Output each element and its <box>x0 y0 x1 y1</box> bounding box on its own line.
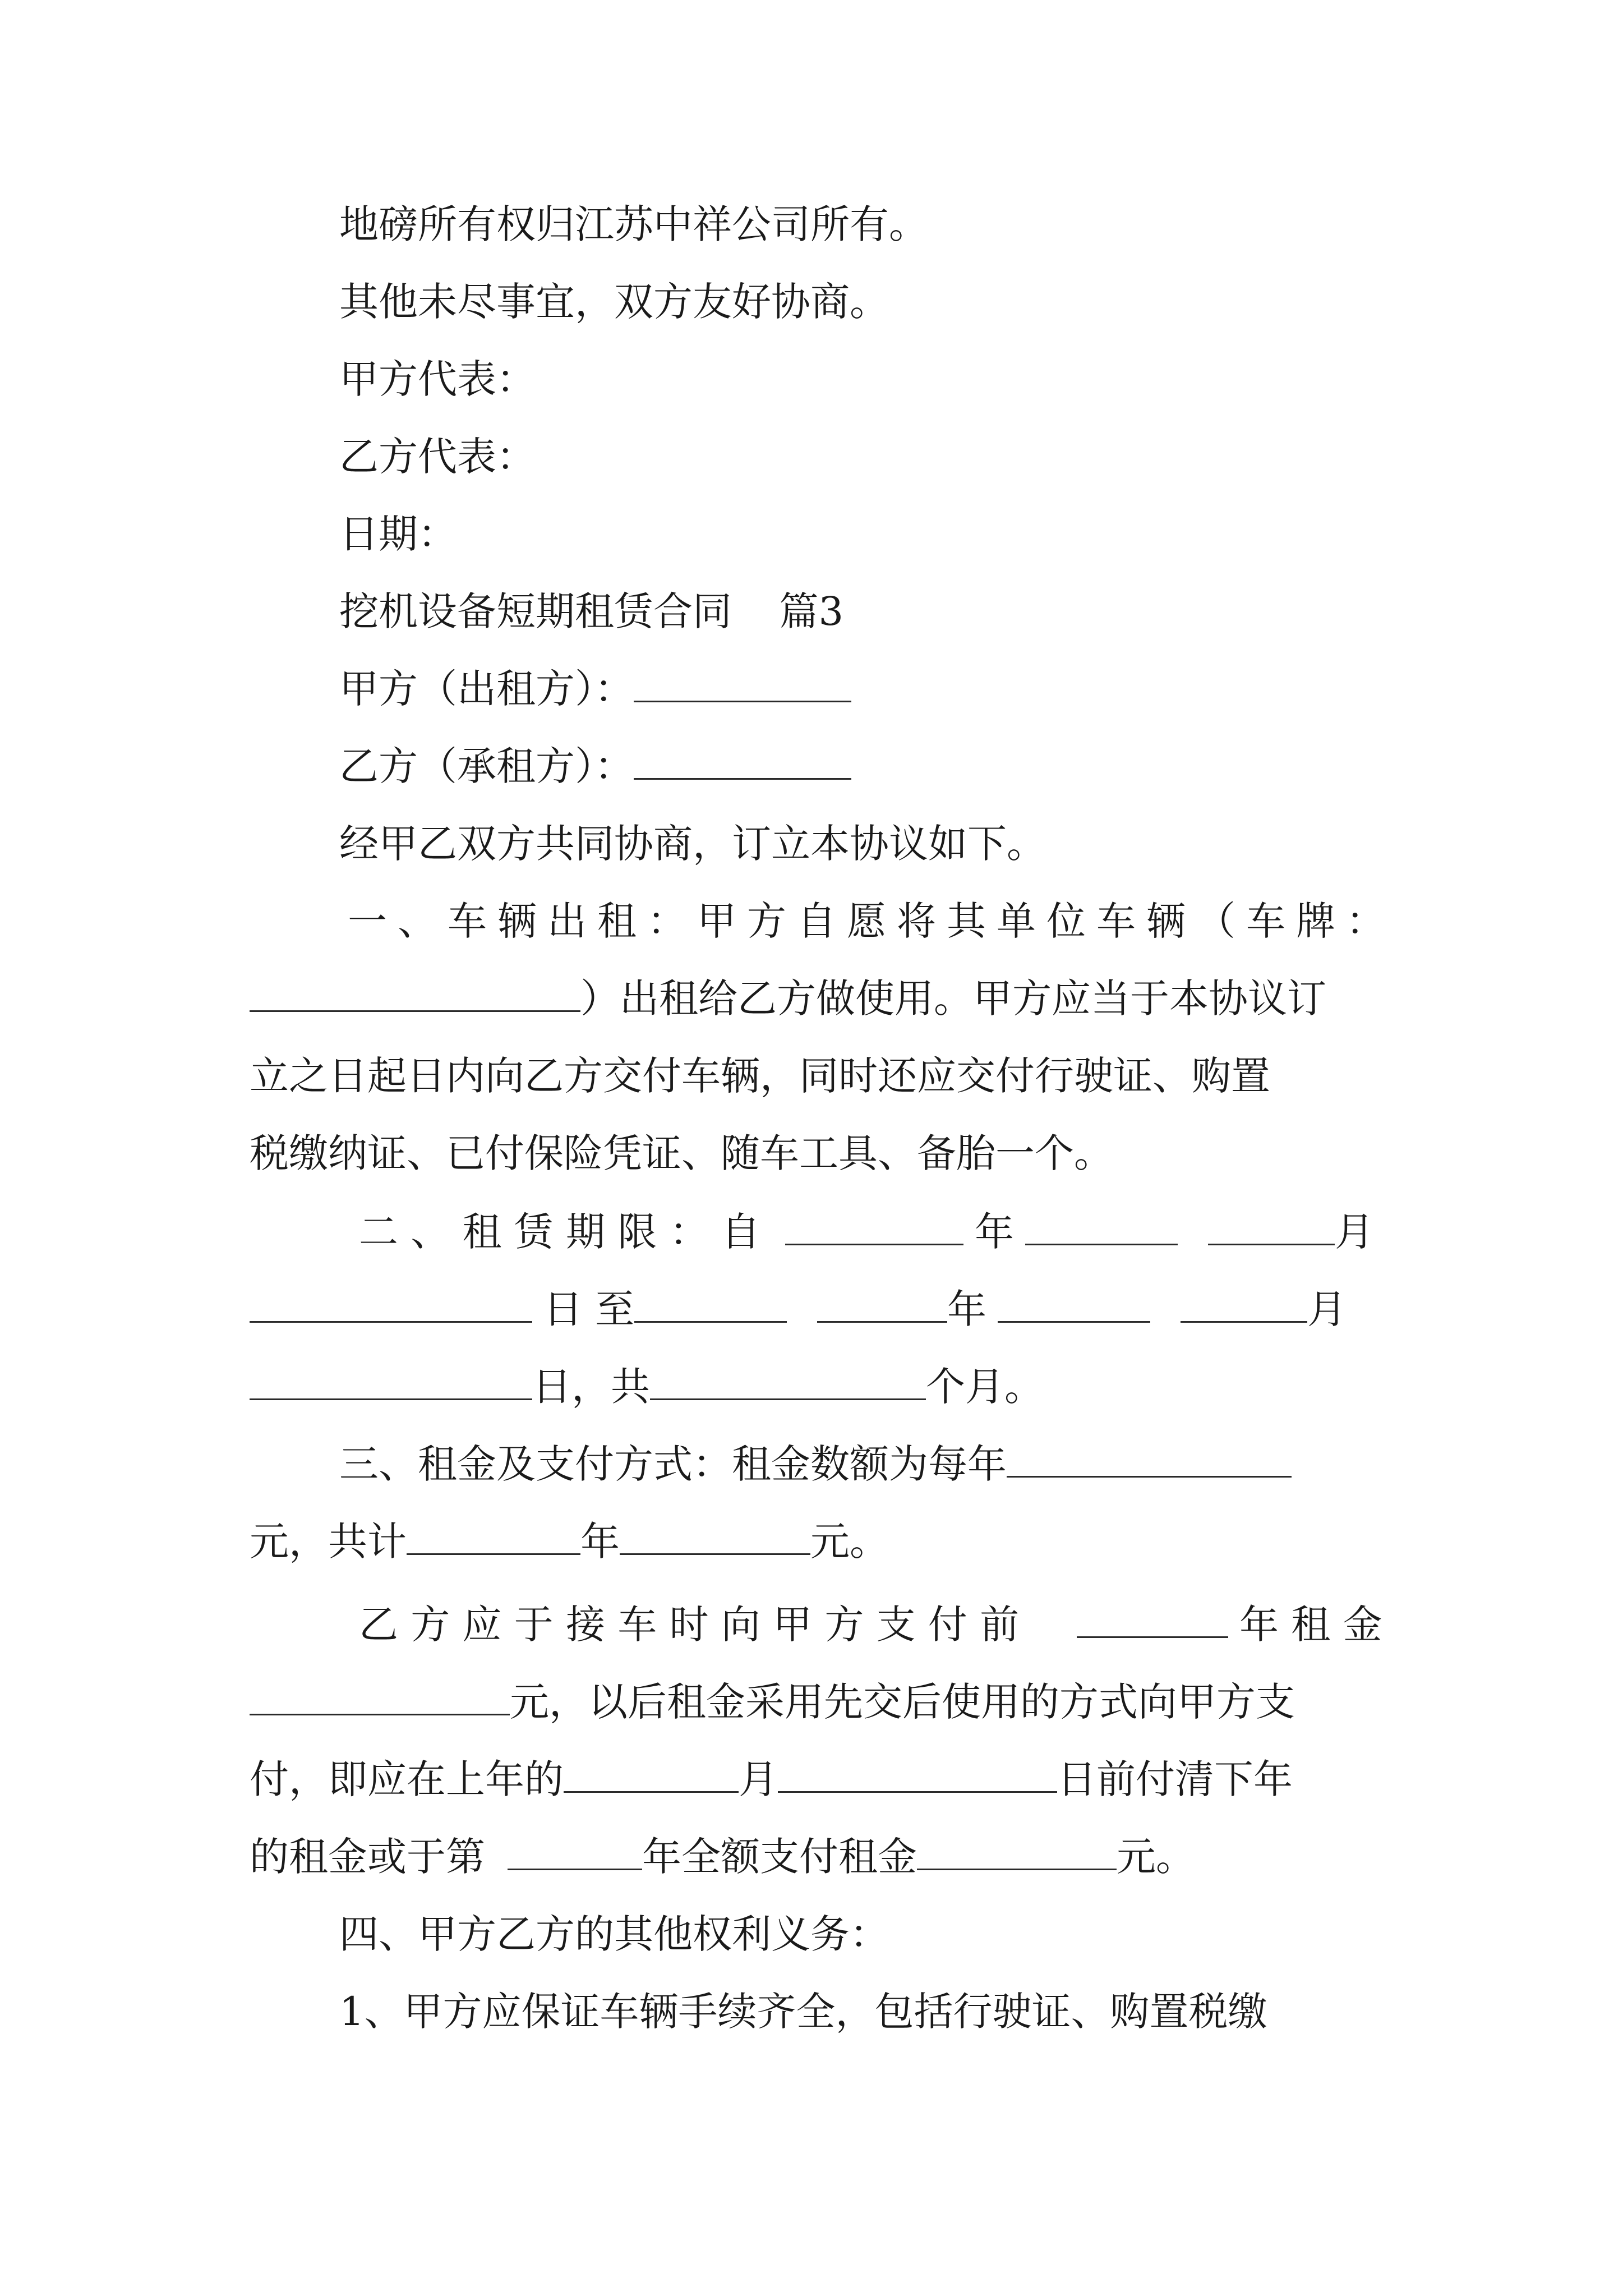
clause1-line4: 税缴纳证、已付保险凭证、随车工具、备胎一个。 <box>250 1130 1113 1176</box>
clause1-char: 单 <box>997 898 1036 944</box>
clause3-due-day-label: 日前付清下年 <box>1057 1756 1293 1802</box>
clause2-line2 <box>250 1282 1347 1336</box>
clause2-end-year-label: 年 <box>947 1286 986 1332</box>
end-year-blank-a <box>634 1289 787 1323</box>
party-b-label: 乙方（承租方）： <box>339 743 634 789</box>
clause2-month-label: 月 <box>1335 1209 1374 1255</box>
clause3-para2-line1 <box>359 1598 1385 1651</box>
end-month-blank-a <box>998 1289 1150 1323</box>
clause3-char: 接 <box>566 1602 606 1648</box>
clause1-line2-text: ）出租给乙方做使用。甲方应当于本协议订 <box>580 976 1326 1022</box>
clause1-char: 车 <box>1096 898 1136 944</box>
end-year-blank-b <box>817 1289 947 1323</box>
clause3-month-label: 月 <box>739 1756 778 1802</box>
clause1-char: ： <box>647 898 686 944</box>
full-payment-year-blank <box>508 1836 642 1870</box>
clause1-char: 出 <box>547 898 587 944</box>
clause1-char: （ <box>1196 898 1235 944</box>
start-month-blank-b <box>1208 1211 1335 1245</box>
clause2-line3 <box>250 1360 1044 1414</box>
clause1-char: 、 <box>398 898 437 944</box>
start-month-blank-a <box>1025 1211 1178 1245</box>
clause2-char: 限 <box>617 1209 657 1255</box>
start-year-blank <box>785 1211 963 1245</box>
section-label: 篇3 <box>779 588 844 634</box>
clause2-end-month-label: 月 <box>1307 1286 1347 1332</box>
text-line-party-a-rep: 甲方代表： <box>339 356 536 402</box>
start-day-blank <box>250 1289 532 1323</box>
clause3-char: 付 <box>928 1602 967 1648</box>
clause2-char: ： <box>669 1209 709 1255</box>
clause2-year-label: 年 <box>975 1209 1014 1255</box>
clause3-total-label: 元，共计 <box>250 1519 407 1565</box>
clause2-char: 赁 <box>514 1209 554 1255</box>
clause3-char: 时 <box>669 1602 709 1648</box>
clause1-char: 方 <box>747 898 786 944</box>
clause3-char: 于 <box>514 1602 554 1648</box>
clause3-char: 支 <box>876 1602 916 1648</box>
clause1-char: 辆 <box>497 898 537 944</box>
end-day-blank <box>250 1366 532 1400</box>
total-years-blank <box>407 1521 580 1555</box>
clause3-char: 应 <box>462 1602 502 1648</box>
clause1-line2 <box>250 972 1326 1025</box>
intro-line: 经甲乙双方共同协商，订立本协议如下。 <box>339 821 1046 867</box>
clause4-item1: 1、甲方应保证车辆手续齐全，包括行驶证、购置税缴 <box>339 1989 1267 2035</box>
clause3-line2 <box>250 1515 889 1568</box>
clause1-char: 其 <box>947 898 986 944</box>
party-b-blank <box>634 746 851 780</box>
clause3-char: 甲 <box>773 1602 813 1648</box>
clause3-final-yuan-label: 元。 <box>1117 1834 1195 1880</box>
clause1-char: 甲 <box>697 898 736 944</box>
clause3-year-label: 年 <box>580 1519 620 1565</box>
clause3-char: 方 <box>824 1602 864 1648</box>
clause3-para2-line4 <box>250 1830 1195 1884</box>
clause1-char: 将 <box>897 898 936 944</box>
text-line-other-matters: 其他未尽事宜，双方友好协商。 <box>339 279 889 325</box>
clause3-para2-line2 <box>250 1675 1295 1729</box>
section-title-text: 挖机设备短期租赁合同 <box>339 588 732 634</box>
clause3-or-label: 的租金或于第 <box>250 1834 485 1880</box>
clause1-char: 牌 <box>1296 898 1335 944</box>
clause3-char: 方 <box>411 1602 450 1648</box>
prepaid-years-blank <box>1077 1604 1228 1638</box>
full-payment-amount-blank <box>917 1836 1117 1870</box>
clause3-line1 <box>339 1437 1292 1491</box>
clause2-char: 自 <box>721 1209 760 1255</box>
clause3-full-pay-label: 年全额支付租金 <box>642 1834 917 1880</box>
clause2-to-label: 至 <box>595 1286 634 1332</box>
clause1-char: 一 <box>348 898 387 944</box>
clause3-para2-line2-text: 元，以后租金采用先交后使用的方式向甲方支 <box>510 1679 1295 1725</box>
clause1-line3: 立之日起日内向乙方交付车辆，同时还应交付行驶证、购置 <box>250 1053 1270 1099</box>
text-line-party-b-rep: 乙方代表： <box>339 434 536 480</box>
clause3-para2-line3 <box>250 1752 1293 1806</box>
total-amount-blank <box>620 1521 810 1555</box>
clause2-line1 <box>359 1205 1385 1259</box>
party-a-line <box>339 662 851 716</box>
end-month-blank-b <box>1181 1289 1307 1323</box>
annual-rent-blank <box>1007 1443 1292 1478</box>
due-day-blank <box>778 1759 1057 1793</box>
text-line-scale-ownership: 地磅所有权归江苏中祥公司所有。 <box>339 201 928 247</box>
text-line-date: 日期： <box>339 511 457 557</box>
clause1-char: 愿 <box>847 898 886 944</box>
clause1-char: ： <box>1346 898 1385 944</box>
clause1-char: 辆 <box>1146 898 1186 944</box>
clause3-char: 乙 <box>359 1602 398 1648</box>
clause3-prior-year-label: 付，即应在上年的 <box>250 1756 564 1802</box>
clause1-char: 车 <box>1246 898 1285 944</box>
license-plate-blank <box>250 978 580 1012</box>
prepaid-amount-blank <box>250 1681 510 1715</box>
clause1-char: 车 <box>448 898 487 944</box>
clause2-char: 租 <box>462 1209 502 1255</box>
party-a-label: 甲方（出租方）： <box>339 666 634 712</box>
total-months-blank <box>650 1366 926 1400</box>
clause2-char: 二 <box>359 1209 398 1255</box>
clause1-char: 自 <box>797 898 836 944</box>
clause3-rent-label: 三、租金及支付方式：租金数额为每年 <box>339 1441 1007 1487</box>
party-a-blank <box>634 668 851 702</box>
clause4-title: 四、甲方乙方的其他权利义务： <box>339 1911 889 1957</box>
clause3-char: 年 <box>1239 1602 1279 1648</box>
due-month-blank <box>564 1759 739 1793</box>
party-b-line <box>339 739 851 793</box>
clause3-char: 车 <box>617 1602 657 1648</box>
clause3-char: 向 <box>721 1602 760 1648</box>
clause1-char: 位 <box>1046 898 1086 944</box>
clause3-yuan-label: 元。 <box>810 1519 889 1565</box>
clause2-day-label: 日 <box>543 1286 583 1332</box>
clause2-months-label: 个月。 <box>926 1364 1044 1410</box>
clause2-char: 期 <box>566 1209 606 1255</box>
clause3-char: 租 <box>1291 1602 1331 1648</box>
clause2-day-total-label: 日，共 <box>532 1364 650 1410</box>
clause2-char: 、 <box>411 1209 450 1255</box>
section-title <box>339 585 843 638</box>
clause3-char: 前 <box>980 1602 1020 1648</box>
clause3-char: 金 <box>1343 1602 1382 1648</box>
clause1-char: 租 <box>597 898 637 944</box>
clause1-line1 <box>348 894 1385 948</box>
